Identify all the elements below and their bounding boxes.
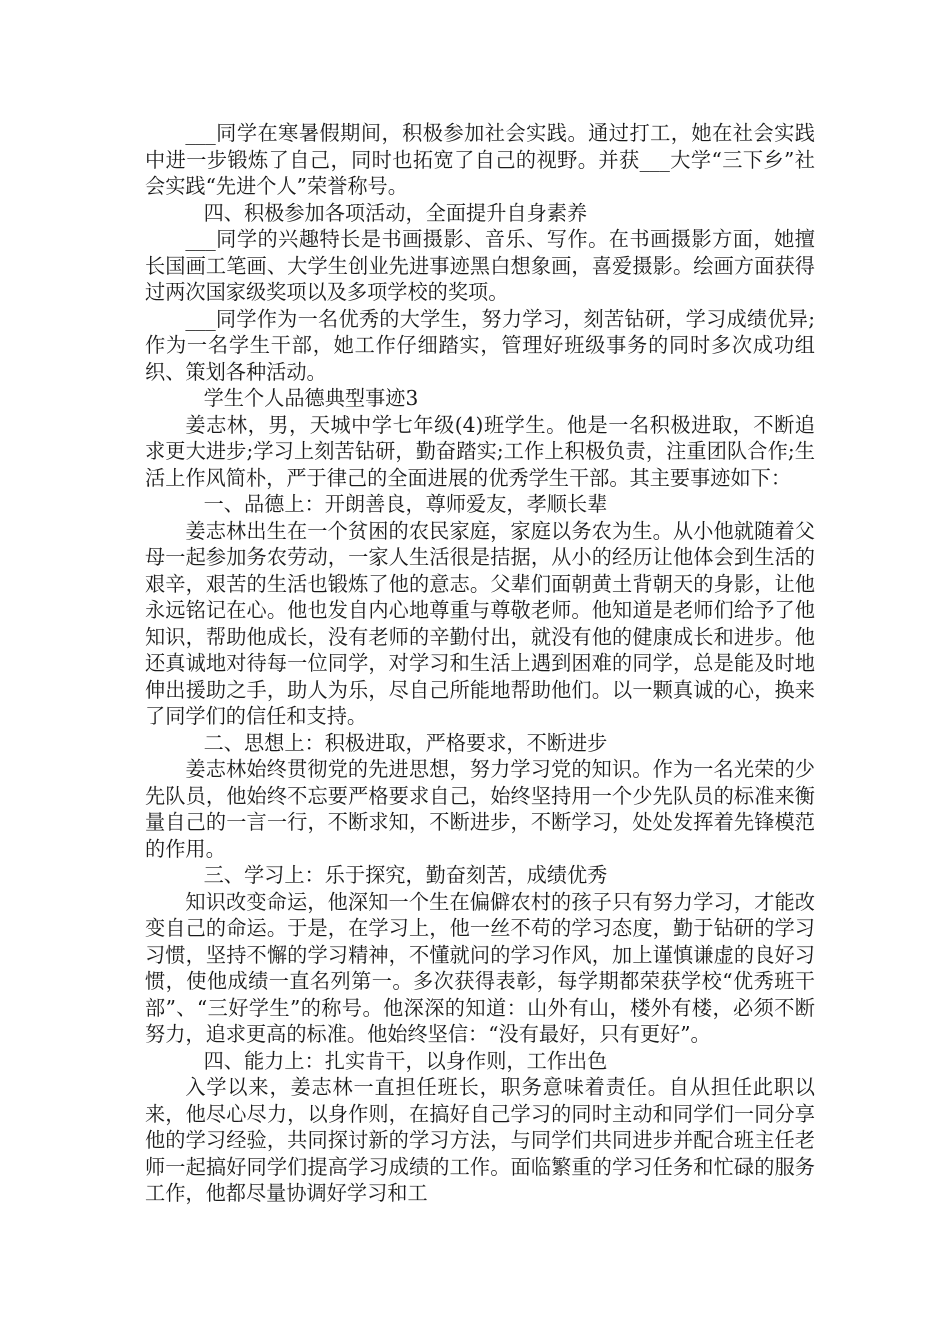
section-heading-thought: 二、思想上：积极进取，严格要求，不断进步 xyxy=(203,730,608,755)
paragraph-summary: ___同学作为一名优秀的大学生，努力学习，刻苦钻研，学习成绩优异;作为一名学生干部，她工作仔细踏实，管理好班级事务的同时多次成功组织、策划各种活动。 xyxy=(145,306,815,384)
section-heading-activities: 四、积极参加各项活动，全面提升自身素养 xyxy=(203,200,588,225)
document-page xyxy=(145,120,815,1207)
paragraph-intro: 姜志林，男，天城中学七年级(4)班学生。他是一名积极进取，不断追求更大进步;学习上刻苦钻研，勤奋踏实;工作上积极负责，注重团队合作;生活上作风简朴，严于律己的全面进展的优秀学生干部。其主要事迹如下： xyxy=(145,412,815,490)
section-heading-study: 三、学习上：乐于探究，勤奋刻苦，成绩优秀 xyxy=(203,863,608,887)
paragraph-study: 知识改变命运，他深知一个生在偏僻农村的孩子只有努力学习，才能改变自己的命运。于是，在学习上，他一丝不苟的学习态度，勤于钻研的学习习惯，坚持不懈的学习精神，不懂就问的学习作风，加上谨慎谦虚的良好习惯，使他成绩一直名列第一。多次获得表彰，每学期都荣获学校“优秀班干部”、“三好学生”的称号。他深深的知道：山外有山，楼外有楼，必须不断努力，追求更高的标准。他始终坚信：“没有最好，只有更好”。 xyxy=(145,889,815,1046)
paragraph-hobbies: ___同学的兴趣特长是书画摄影、音乐、写作。在书画摄影方面，她擅长国画工笔画、大学生创业先进事迹黑白想象画，喜爱摄影。绘画方面获得过两次国家级奖项以及多项学校的奖项。 xyxy=(145,227,815,304)
section-heading-morality: 一、品德上：开朗善良，尊师爱友，孝顺长辈 xyxy=(203,492,608,516)
document-subtitle: 学生个人品德典型事迹3 xyxy=(203,386,419,410)
paragraph-ability: 入学以来，姜志林一直担任班长，职务意味着责任。自从担任此职以来，他尽心尽力，以身作则，在搞好自己学习的同时主动和同学们一同分享他的学习经验，共同探讨新的学习方法，与同学们共同进步并配合班主任老师一起搞好同学们提高学习成绩的工作。面临繁重的学习任务和忙碌的服务工作，他都尽量协调好学习和工 xyxy=(145,1075,815,1205)
paragraph-morality: 姜志林出生在一个贫困的农民家庭，家庭以务农为生。从小他就随着父母一起参加务农劳动，一家人生活很是拮据，从小的经历让他体会到生活的艰辛，艰苦的生活也锻炼了他的意志。父辈们面朝黄土背朝天的身影，让他永远铭记在心。他也发自内心地尊重与尊敬老师。他知道是老师们给予了他知识，帮助他成长，没有老师的辛勤付出，就没有他的健康成长和进步。他还真诚地对待每一位同学，对学习和生活上遇到困难的同学，总是能及时地伸出援助之手，助人为乐，尽自己所能地帮助他们。以一颗真诚的心，换来了同学们的信任和支持。 xyxy=(145,518,815,728)
paragraph-thought: 姜志林始终贯彻党的先进思想，努力学习党的知识。作为一名光荣的少先队员，他始终不忘要严格要求自己，始终坚持用一个少先队员的标准来衡量自己的一言一行，不断求知，不断进步，不断学习，处处发挥着先锋模范的作用。 xyxy=(145,757,815,861)
section-heading-ability: 四、能力上：扎实肯干，以身作则，工作出色 xyxy=(203,1048,608,1073)
paragraph-social-practice: ___同学在寒暑假期间，积极参加社会实践。通过打工，她在社会实践中进一步锻炼了自己，同时也拓宽了自己的视野。并获___大学“三下乡”社会实践“先进个人”荣誉称号。 xyxy=(145,121,815,198)
